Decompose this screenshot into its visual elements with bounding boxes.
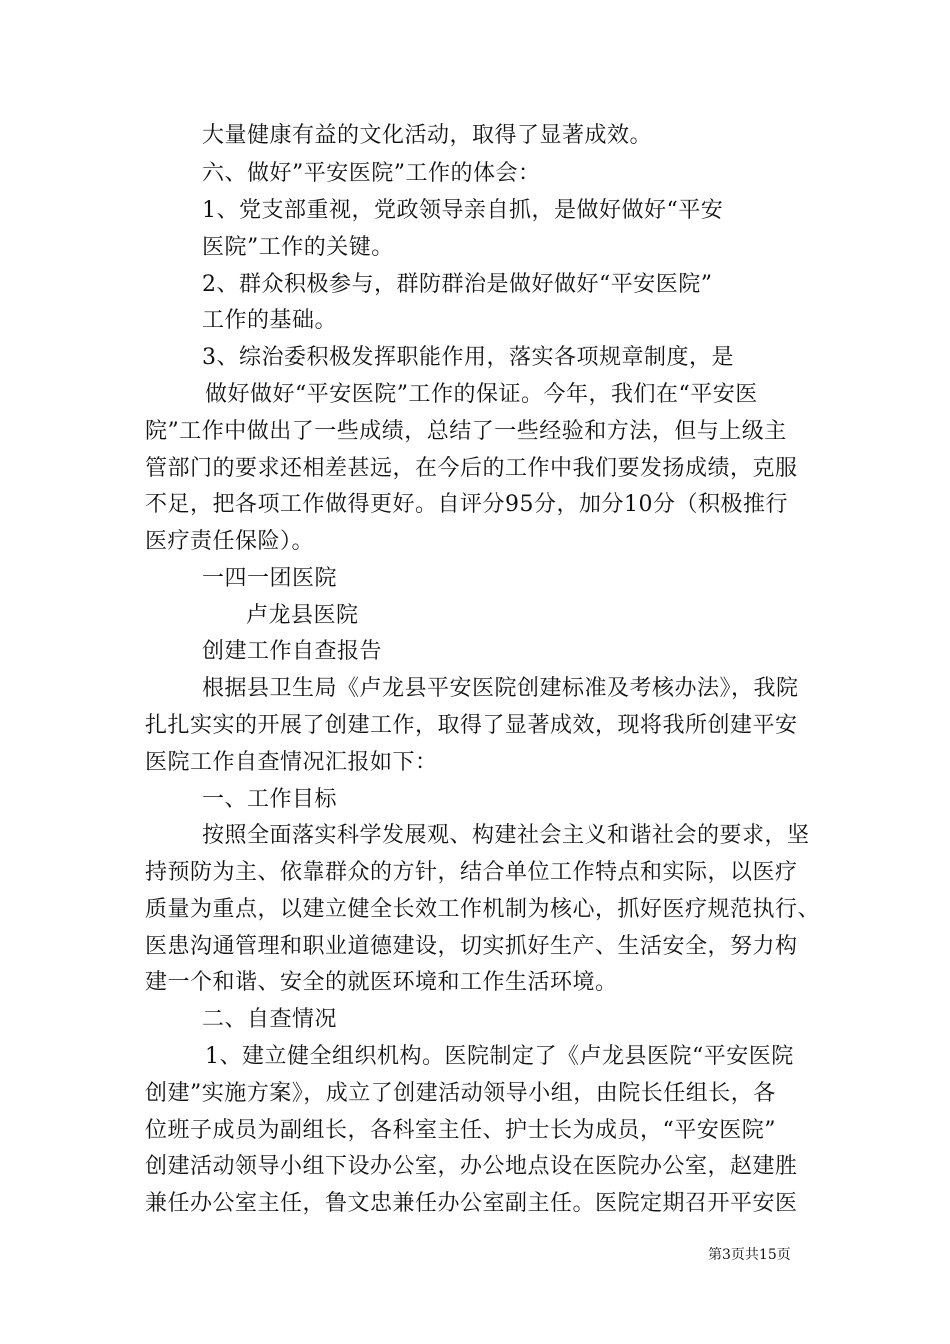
text-line: 院”工作中做出了一些成绩，总结了一些经验和方法，但与上级主 bbox=[145, 419, 787, 444]
text-line: 医院工作自查情况汇报如下： bbox=[145, 750, 438, 775]
text-line: 医患沟通管理和职业道德建设，切实抓好生产、生活安全，努力构 bbox=[145, 934, 798, 959]
text-line: 兼任办公室主任，鲁文忠兼任办公室副主任。医院定期召开平安医 bbox=[145, 1191, 798, 1216]
text-line: 大量健康有益的文化活动，取得了显著成效。 bbox=[202, 123, 653, 148]
text-line: 根据县卫生局《卢龙县平安医院创建标准及考核办法》，我院 bbox=[202, 676, 799, 701]
text-line: 管部门的要求还相差甚远，在今后的工作中我们要发扬成绩，克服 bbox=[145, 456, 798, 481]
text-line: 六、做好”平安医院”工作的体会： bbox=[202, 161, 541, 186]
text-line: 1、建立健全组织机构。医院制定了《卢龙县医院“平安医院 bbox=[205, 1044, 794, 1069]
text-line: 二、自查情况 bbox=[202, 1007, 338, 1032]
text-line: 不足，把各项工作做得更好。自评分95分，加分10分（积极推行 bbox=[145, 492, 788, 517]
text-line: 医疗责任保险）。 bbox=[145, 529, 315, 554]
text-line: 按照全面落实科学发展观、构建社会主义和谐社会的要求，坚 bbox=[202, 823, 810, 848]
text-line: 位班子成员为副组长，各科室主任、护士长为成员，“平安医院” bbox=[145, 1118, 776, 1143]
text-line: 创建工作自查报告 bbox=[202, 639, 383, 664]
text-line: 一四一团医院 bbox=[202, 566, 338, 591]
text-line: 创建活动领导小组下设办公室，办公地点设在医院办公室，赵建胜 bbox=[145, 1154, 798, 1179]
text-line: 一、工作目标 bbox=[202, 787, 338, 812]
text-line: 建一个和谐、安全的就医环境和工作生活环境。 bbox=[145, 970, 618, 995]
text-line: 1、党支部重视，党政领导亲自抓，是做好做好“平安 bbox=[202, 198, 724, 223]
text-line: 质量为重点，以建立健全长效工作机制为核心，抓好医疗规范执行、 bbox=[145, 897, 821, 922]
text-line: 卢龙县医院 bbox=[246, 603, 359, 628]
text-line: 持预防为主、依靠群众的方针，结合单位工作特点和实际，以医疗 bbox=[145, 860, 798, 885]
text-line: 医院”工作的关键。 bbox=[202, 235, 394, 260]
text-line: 2、群众积极参与，群防群治是做好做好“平安医院” bbox=[202, 272, 713, 297]
text-line: 3、综治委积极发挥职能作用，落实各项规章制度，是 bbox=[202, 345, 734, 370]
page-number: 第3页共15页 bbox=[708, 1247, 791, 1263]
text-line: 做好做好“平安医院”工作的保证。今年，我们在“平安医 bbox=[205, 382, 758, 407]
text-line: 创建”实施方案》，成立了创建活动领导小组，由院长任组长，各 bbox=[145, 1081, 776, 1106]
text-line: 工作的基础。 bbox=[202, 308, 338, 333]
text-line: 扎扎实实的开展了创建工作，取得了显著成效，现将我所创建平安 bbox=[145, 713, 798, 738]
